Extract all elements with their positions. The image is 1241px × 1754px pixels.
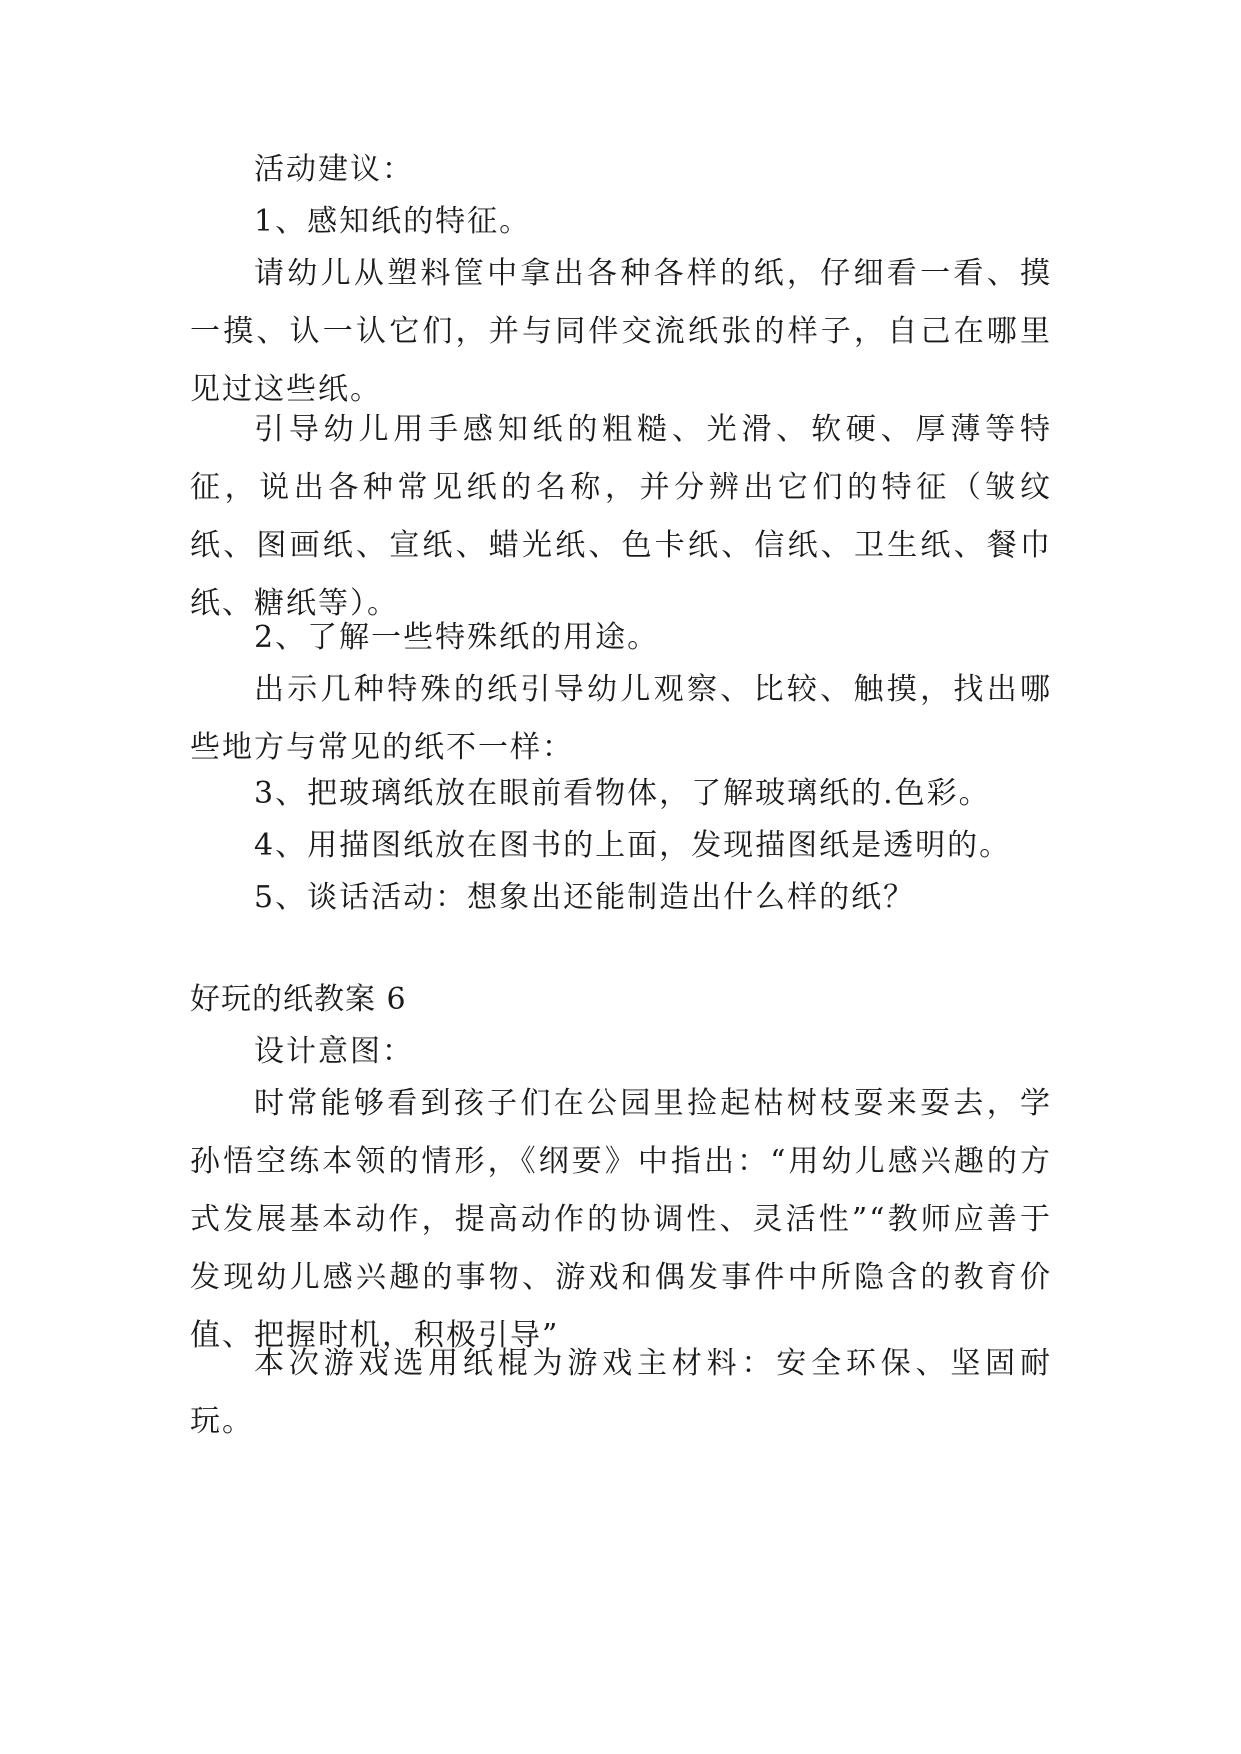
lesson-title: 好玩的纸教案 6: [190, 982, 407, 1017]
activity-suggestions-heading: 活动建议：: [254, 152, 414, 187]
paragraph-special-paper: 出示几种特殊的纸引导幼儿观察、比较、触摸，找出哪些地方与常见的纸不一样：: [190, 672, 1052, 765]
item-5: 5、谈话活动：想象出还能制造出什么样的纸？: [254, 880, 916, 915]
paragraph-design-intent: 时常能够看到孩子们在公园里捡起枯树枝耍来耍去，学孙悟空练本领的情形，《纲要》中指出：“用幼儿感兴趣的方式发展基本动作，提高动作的协调性、灵活性”“教师应善于发现幼儿感兴趣的事物、游戏和偶发事件中所隐含的教育价值、把握时机，积极引导”: [190, 1086, 1052, 1353]
item-4: 4、用描图纸放在图书的上面，发现描图纸是透明的。: [254, 828, 1012, 863]
paragraph-paper-features: 引导幼儿用手感知纸的粗糙、光滑、软硬、厚薄等特征，说出各种常见纸的名称，并分辨出它们的特征（皱纹纸、图画纸、宣纸、蜡光纸、色卡纸、信纸、卫生纸、餐巾纸、糖纸等）。: [190, 412, 1052, 621]
item-3: 3、把玻璃纸放在眼前看物体，了解玻璃纸的.色彩。: [254, 776, 991, 811]
item-1: 1、感知纸的特征。: [254, 204, 532, 239]
design-intent-heading: 设计意图：: [254, 1034, 414, 1069]
paragraph-perceive-paper: 请幼儿从塑料筐中拿出各种各样的纸，仔细看一看、摸一摸、认一认它们，并与同伴交流纸张的样子，自己在哪里见过这些纸。: [190, 256, 1052, 407]
paragraph-materials: 本次游戏选用纸棍为游戏主材料：安全环保、坚固耐玩。: [190, 1346, 1052, 1439]
item-2: 2、了解一些特殊纸的用途。: [254, 620, 660, 655]
